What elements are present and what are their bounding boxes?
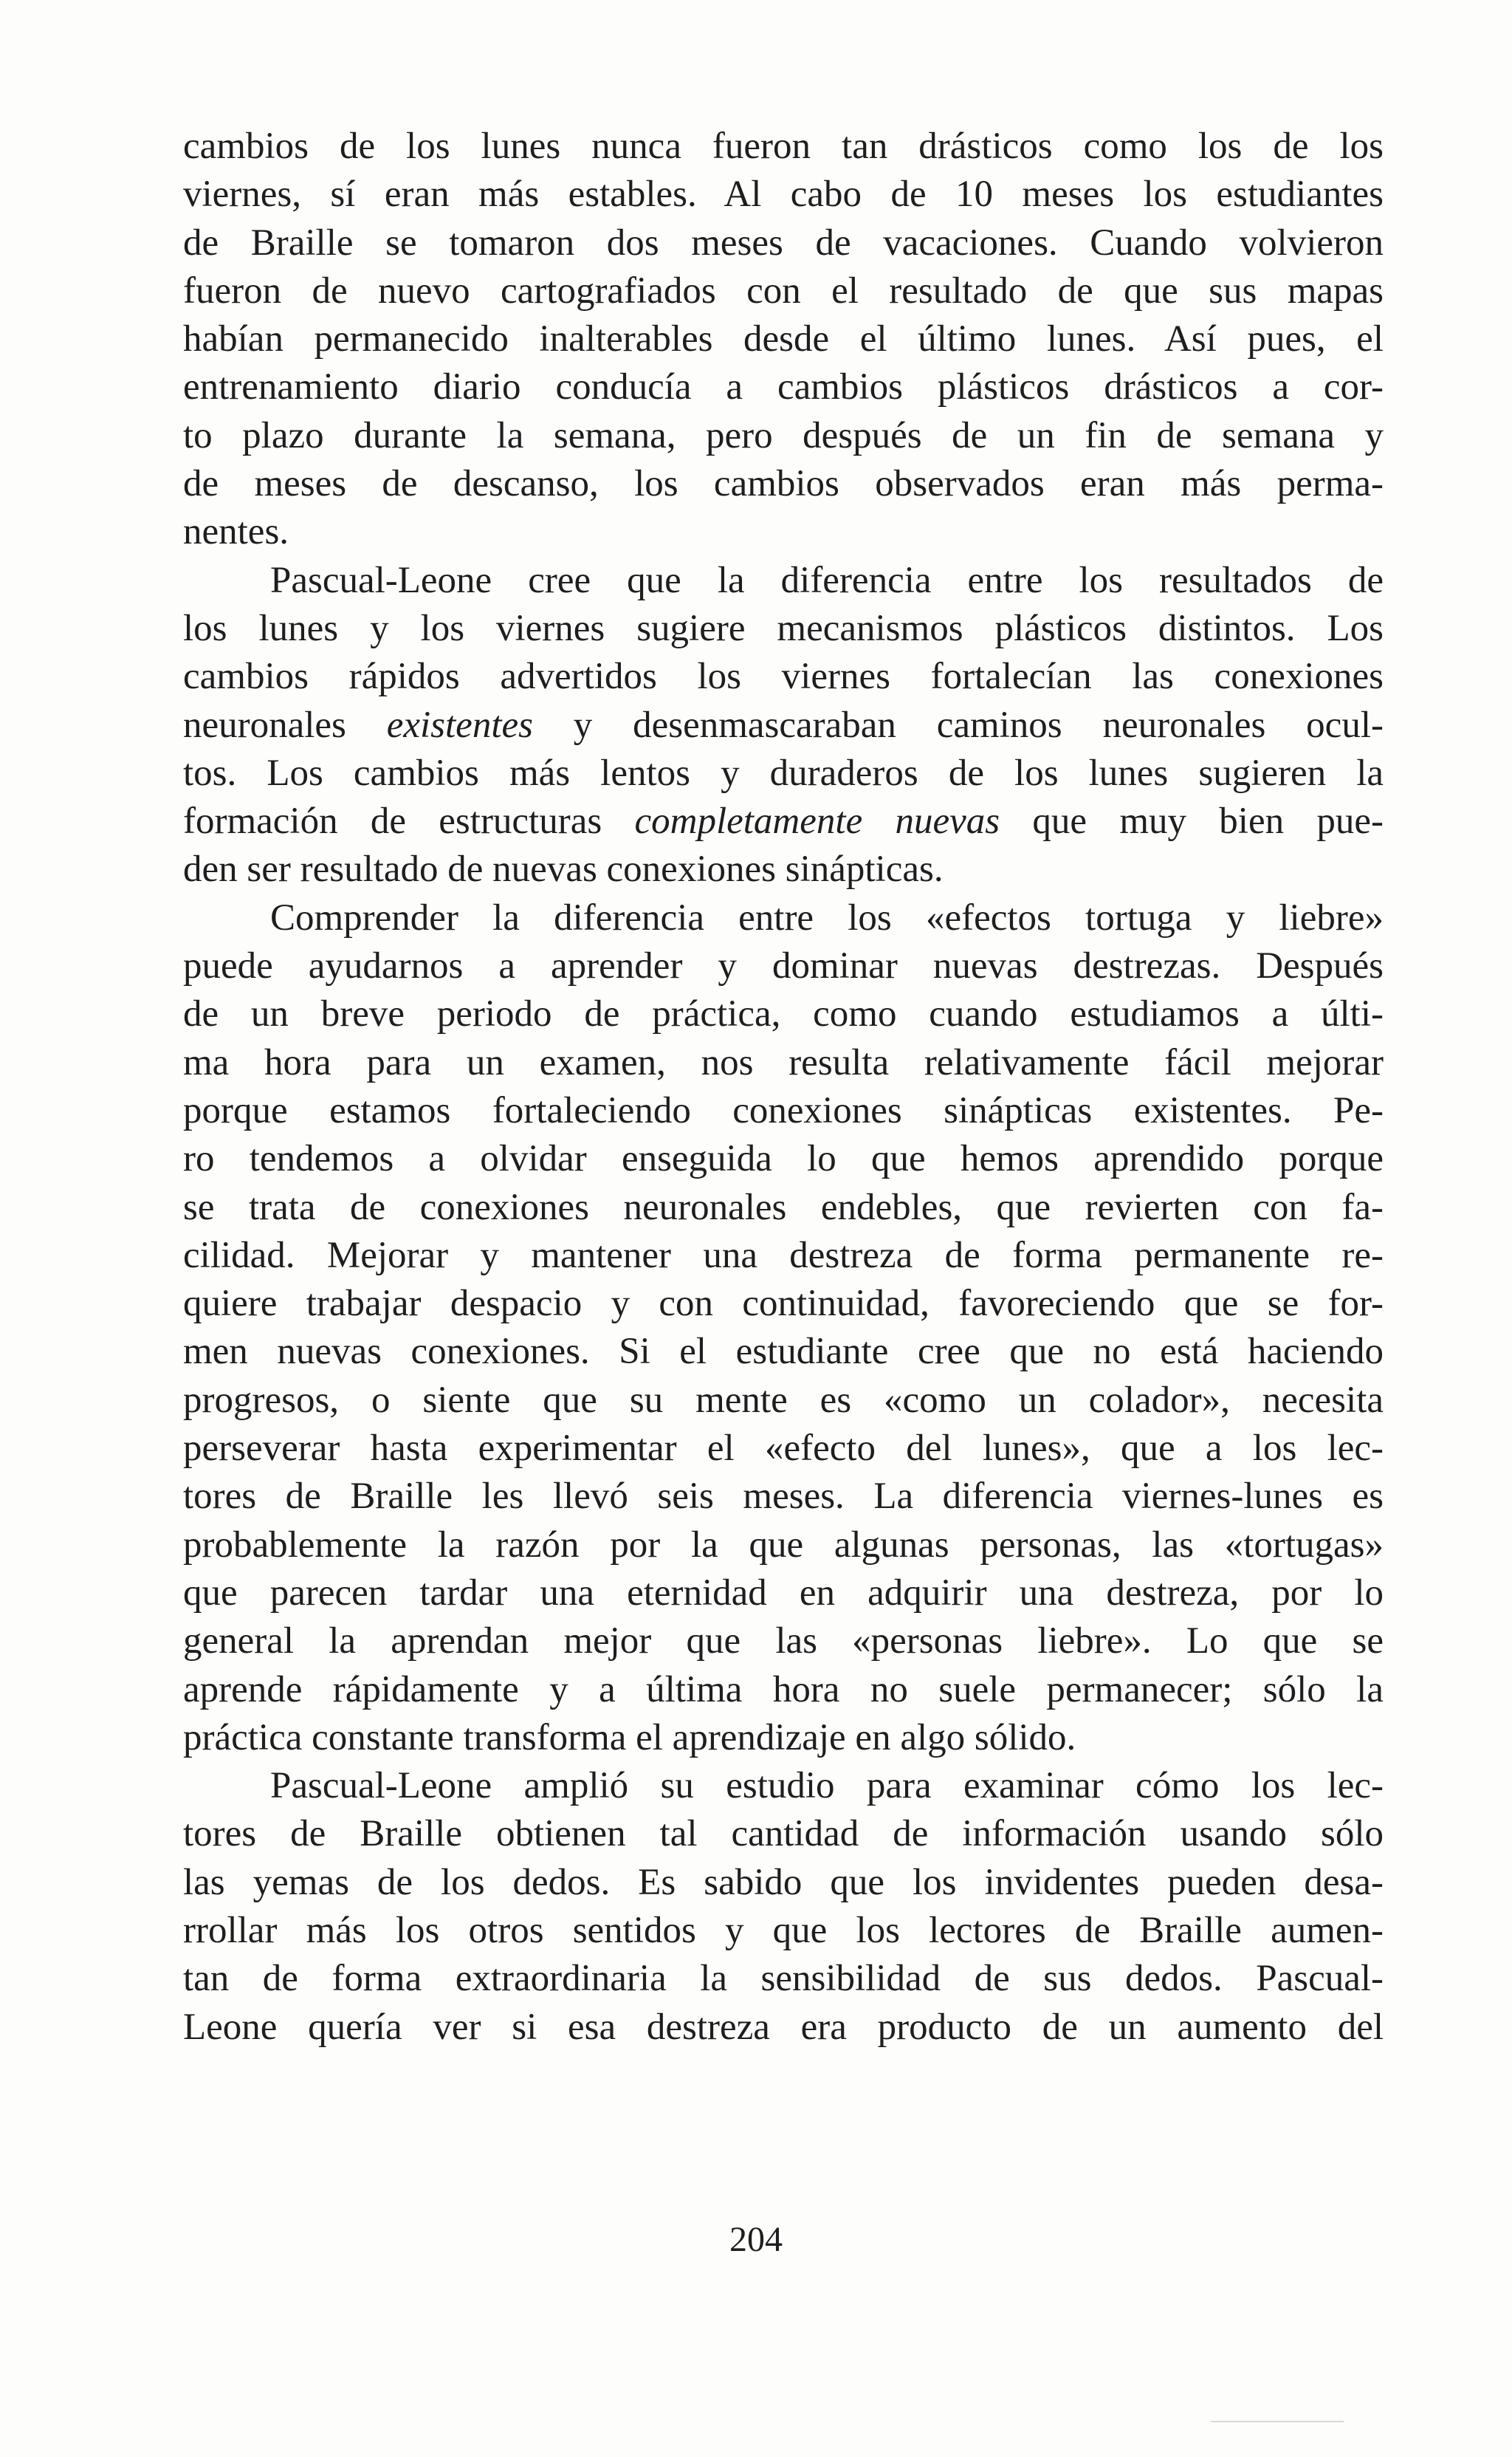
italic-text-run: existentes xyxy=(386,704,533,746)
text-line: Comprender la diferencia entre los «efectos tortuga y liebre» xyxy=(270,897,1384,939)
text-line: tores de Braille obtienen tal cantidad de información usando sólo xyxy=(183,1813,1384,1855)
text-line: to plazo durante la semana, pero después de un fin de semana y xyxy=(183,414,1384,456)
text-line: de un breve periodo de práctica, como cuando estudiamos a últi- xyxy=(183,993,1384,1035)
text-line: cambios de los lunes nunca fueron tan drásticos como los de los xyxy=(183,126,1384,167)
text-line: ma hora para un examen, nos resulta relativamente fácil mejorar xyxy=(183,1041,1384,1083)
text-line: rrollar más los otros sentidos y que los lectores de Braille aumen- xyxy=(183,1909,1384,1951)
text-line: probablemente la razón por la que algunas personas, las «tortugas» xyxy=(183,1524,1384,1566)
text-run: neuronales xyxy=(183,704,387,746)
text-line: cambios rápidos advertidos los viernes fortalecían las conexiones xyxy=(183,656,1384,698)
text-line: progresos, o siente que su mente es «como un colador», necesita xyxy=(183,1379,1384,1421)
text-line: cilidad. Mejorar y mantener una destreza de forma permanente re- xyxy=(183,1234,1384,1276)
body-text xyxy=(183,123,1384,2052)
text-line: den ser resultado de nuevas conexiones sinápticas. xyxy=(183,849,944,891)
text-line: de Braille se tomaron dos meses de vacaciones. Cuando volvieron xyxy=(183,222,1384,264)
text-line: viernes, sí eran más estables. Al cabo de 10 meses los estudiantes xyxy=(183,174,1384,216)
text-line: Pascual-Leone amplió su estudio para examinar cómo los lec- xyxy=(270,1765,1384,1807)
text-line xyxy=(183,798,1384,846)
text-line: porque estamos fortaleciendo conexiones sinápticas existentes. Pe- xyxy=(183,1089,1384,1131)
text-line: se trata de conexiones neuronales endebles, que revierten con fa- xyxy=(183,1186,1384,1228)
text-line: los lunes y los viernes sugiere mecanismos plásticos distintos. Los xyxy=(183,607,1384,649)
text-line: ro tendemos a olvidar enseguida lo que hemos aprendido porque xyxy=(183,1138,1384,1180)
text-line: general la aprendan mejor que las «personas liebre». Lo que se xyxy=(183,1620,1384,1662)
text-line: quiere trabajar despacio y con continuidad, favoreciendo que se for- xyxy=(183,1283,1384,1325)
text-line: entrenamiento diario conducía a cambios plásticos drásticos a cor- xyxy=(183,366,1384,408)
text-line: men nuevas conexiones. Si el estudiante cree que no está haciendo xyxy=(183,1331,1384,1373)
text-line: tores de Braille les llevó seis meses. La diferencia viernes-lunes es xyxy=(183,1476,1384,1518)
italic-text-run: completamente nuevas xyxy=(634,801,1000,843)
text-line: Leone quería ver si esa destreza era producto de un aumento del xyxy=(183,2006,1384,2048)
text-run: que muy bien pue- xyxy=(1000,801,1384,843)
text-line: puede ayudarnos a aprender y dominar nuevas destrezas. Después xyxy=(183,945,1384,987)
text-line: aprende rápidamente y a última hora no suele permanecer; sólo la xyxy=(183,1668,1384,1710)
page-number: 204 xyxy=(729,2220,783,2259)
text-run: formación de estructuras xyxy=(183,801,635,843)
text-line: tos. Los cambios más lentos y duraderos de los lunes sugieren la xyxy=(183,752,1384,794)
text-run: y desenmascaraban caminos neuronales ocul- xyxy=(532,704,1384,746)
scan-artifact-line xyxy=(1211,2421,1344,2422)
text-line: práctica constante transforma el aprendizaje en algo sólido. xyxy=(183,1716,1076,1758)
text-line: nentes. xyxy=(183,511,289,553)
text-line: de meses de descanso, los cambios observados eran más perma- xyxy=(183,463,1384,505)
text-line xyxy=(183,702,1384,750)
text-line: que parecen tardar una eternidad en adquirir una destreza, por lo xyxy=(183,1572,1384,1614)
text-line: fueron de nuevo cartografiados con el resultado de que sus mapas xyxy=(183,270,1384,312)
text-line: Pascual-Leone cree que la diferencia entre los resultados de xyxy=(270,559,1384,601)
text-line: perseverar hasta experimentar el «efecto del lunes», que a los lec- xyxy=(183,1428,1384,1470)
text-line: las yemas de los dedos. Es sabido que los invidentes pueden desa- xyxy=(183,1861,1384,1903)
text-line: tan de forma extraordinaria la sensibilidad de sus dedos. Pascual- xyxy=(183,1958,1384,2000)
text-line: habían permanecido inalterables desde el último lunes. Así pues, el xyxy=(183,318,1384,360)
